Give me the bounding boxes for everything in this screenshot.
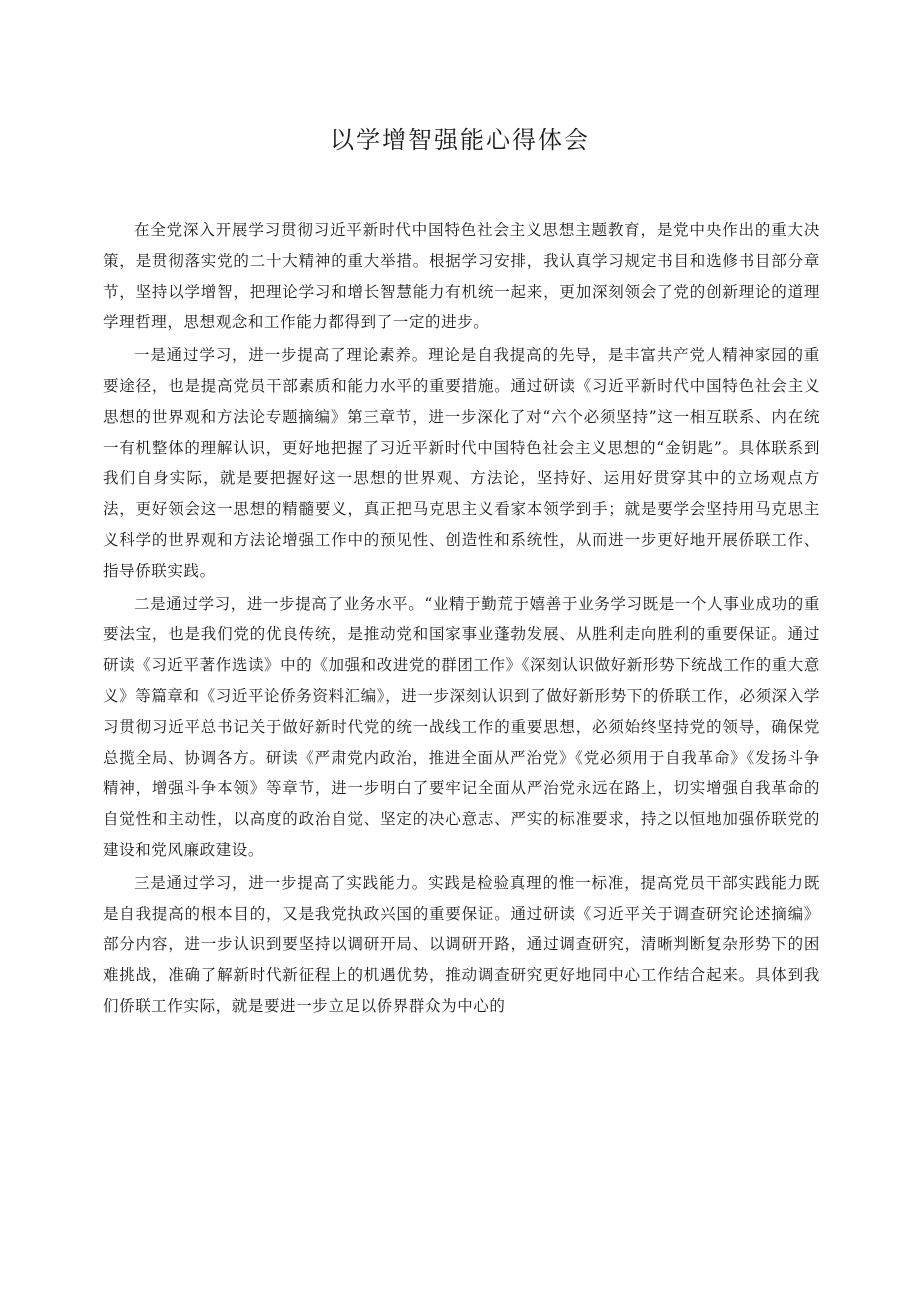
paragraph-theory: 一是通过学习，进一步提高了理论素养。理论是自我提高的先导，是丰富共产党人精神家园的重要途径，也是提高党员干部素质和能力水平的重要措施。通过研读《习近平新时代中国特色社会主义思想的世界观和方法论专题摘编》第三章节，进一步深化了对“六个必须坚持”这一相互联系、内在统一有机整体的理解认识，更好地把握了习近平新时代中国特色社会主义思想的“金钥匙”。具体联系到我们自身实际，就是要把握好这一思想的世界观、方法论，坚持好、运用好贯穿其中的立场观点方法，更好领会这一思想的精髓要义，真正把马克思主义看家本领学到手；就是要学会坚持用马克思主义科学的世界观和方法论增强工作中的预见性、创造性和系统性，从而进一步更好地开展侨联工作、指导侨联实践。 <box>103 346 820 580</box>
paragraph-business: 二是通过学习，进一步提高了业务水平。“业精于勤荒于嬉善于业务学习既是一个人事业成功的重要法宝，也是我们党的优良传统，是推动党和国家事业蓬勃发展、从胜利走向胜利的重要保证。通过研读《习近平著作选读》中的《加强和改进党的群团工作》《深刻认识做好新形势下统战工作的重大意义》等篇章和《习近平论侨务资料汇编》，进一步深刻认识到了做好新形势下的侨联工作，必须深入学习贯彻习近平总书记关于做好新时代党的统一战线工作的重要思想，必须始终坚持党的领导，确保党总揽全局、协调各方。研读《严肃党内政治，推进全面从严治党》《党必须用于自我革命》《发扬斗争精神，增强斗争本领》等章节，进一步明白了要牢记全面从严治党永远在路上，切实增强自我革命的自觉性和主动性，以高度的政治自觉、坚定的决心意志、严实的标准要求，持之以恒地加强侨联党的建设和党风廉政建设。 <box>103 594 820 859</box>
document-body <box>103 215 820 1022</box>
paragraph-intro: 在全党深入开展学习贯彻习近平新时代中国特色社会主义思想主题教育，是党中央作出的重大决策，是贯彻落实党的二十大精神的重大举措。根据学习安排，我认真学习规定书目和选修书目部分章节，坚持以学增智，把理论学习和增长智慧能力有机统一起来，更加深刻领会了党的创新理论的道理学理哲理，思想观念和工作能力都得到了一定的进步。 <box>103 221 820 332</box>
document-title: 以学增智强能心得体会 <box>330 126 590 154</box>
paragraph-practice: 三是通过学习，进一步提高了实践能力。实践是检验真理的惟一标准，提高党员干部实践能力既是自我提高的根本目的，又是我党执政兴国的重要保证。通过研读《习近平关于调查研究论述摘编》部分内容，进一步认识到要坚持以调研开局、以调研开路，通过调查研究，清晰判断复杂形势下的困难挑战，准确了解新时代新征程上的机遇优势，推动调查研究更好地同中心工作结合起来。具体到我们侨联工作实际，就是要进一步立足以侨界群众为中心的 <box>103 873 820 1015</box>
